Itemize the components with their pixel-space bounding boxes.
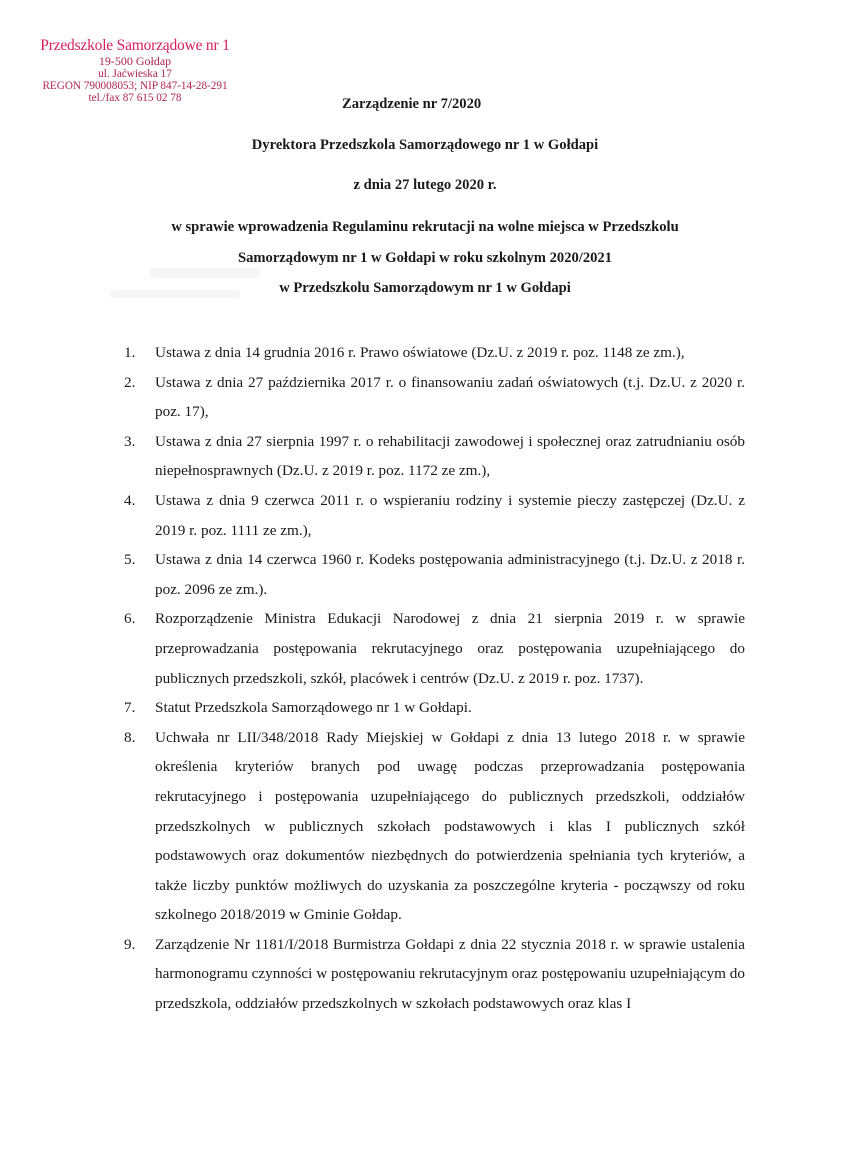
stamp-name: Przedszkole Samorządowe nr 1 [40, 37, 230, 54]
list-item [120, 427, 745, 486]
stamp-postal: 19-500 Gołdap [98, 53, 172, 68]
list-item-number: 4. [124, 491, 136, 509]
list-item-text: Ustawa z dnia 9 czerwca 2011 r. o wspieraniu rodziny i systemie pieczy zastępczej (Dz.U. z 2019 r. poz. 1111 ze zm.), [155, 491, 745, 539]
list-item-text: Rozporządzenie Ministra Edukacji Narodowej z dnia 21 sierpnia 2019 r. w sprawie przeprowadzania postępowania rekrutacyjnego oraz postępowania uzupełniającego do publicznych przedszkoli, szkół, placówek i centrów (Dz.U. z 2019 r. poz. 1737). [155, 610, 745, 687]
list-item [120, 723, 745, 930]
list-item-text: Uchwała nr LII/348/2018 Rady Miejskiej w Gołdapi z dnia 13 lutego 2018 r. w sprawie określenia kryteriów branych pod uwagę podczas przeprowadzania postępowania rekrutacyjnego i postępowania uzupełniającego do publicznych przedszkoli, oddziałów przedszkolnych w publicznych szkołach podstawowych i klas I publicznych szkół podstawowych oraz dokumentów niezbędnych do potwierdzenia spełniania tych kryteriów, a także liczby punktów możliwych do uzyskania za poszczególne kryteria - począwszy od roku szkolnego 2018/2019 w Gminie Gołdap. [155, 728, 745, 924]
stamp-street: ul. Jaćwieska 17 [98, 67, 172, 80]
list-item-text: Zarządzenie Nr 1181/I/2018 Burmistrza Gołdapi z dnia 22 stycznia 2018 r. w sprawie ustalenia harmonogramu czynności w postępowaniu rekrutacyjnym oraz postępowaniu uzupełniającym do przedszkola, oddziałów przedszkolnych w szkołach podstawowych oraz klas I [155, 935, 745, 1013]
list-item-number: 9. [124, 935, 136, 953]
list-item-number: 5. [124, 551, 136, 569]
list-item-text: Ustawa z dnia 27 sierpnia 1997 r. o rehabilitacji zawodowej i społecznej oraz zatrudnianiu osób niepełnosprawnych (Dz.U. z 2019 r. poz. 1172 ze zm.), [155, 432, 745, 480]
list-item [120, 930, 745, 1019]
stamp-ids: REGON 790008053; NIP 847-14-28-291 [42, 79, 228, 92]
list-item-text: Ustawa z dnia 27 października 2017 r. o finansowaniu zadań oświatowych (t.j. Dz.U. z 2020 r. poz. 17), [155, 373, 745, 421]
subject-line-2: Samorządowym nr 1 w Gołdapi w roku szkolnym 2020/2021 [237, 250, 613, 266]
legal-basis-list [120, 338, 745, 1019]
subject-line-3: w Przedszkolu Samorządowym nr 1 w Gołdapi [279, 280, 571, 296]
list-item [120, 368, 745, 427]
subject-line-1: w sprawie wprowadzenia Regulaminu rekrutacji na wolne miejsca w Przedszkolu [171, 219, 679, 235]
list-item-number: 7. [124, 699, 136, 717]
list-item [120, 693, 745, 723]
list-item-number: 8. [124, 728, 136, 746]
list-item [120, 486, 745, 545]
institution-stamp [40, 38, 230, 104]
list-item-text: Ustawa z dnia 14 czerwca 1960 r. Kodeks postępowania administracyjnego (t.j. Dz.U. z 2018 r. poz. 2096 ze zm.). [155, 551, 745, 598]
list-item-text: Statut Przedszkola Samorządowego nr 1 w Gołdapi. [155, 699, 472, 717]
issuer-line: Dyrektora Przedszkola Samorządowego nr 1 w Gołdapi [251, 137, 599, 153]
order-date: z dnia 27 lutego 2020 r. [353, 177, 497, 193]
stamp-phone: tel./fax 87 615 02 78 [88, 91, 182, 104]
list-item-number: 1. [124, 344, 136, 361]
scan-smudge [150, 268, 260, 278]
list-item-number: 2. [124, 373, 136, 391]
list-item-text: Ustawa z dnia 14 grudnia 2016 r. Prawo oświatowe (Dz.U. z 2019 r. poz. 1148 ze zm.), [155, 344, 685, 361]
list-item-number: 3. [124, 432, 136, 450]
list-item-number: 6. [124, 610, 136, 628]
list-item [120, 338, 745, 368]
list-item [120, 604, 745, 693]
list-item [120, 545, 745, 604]
